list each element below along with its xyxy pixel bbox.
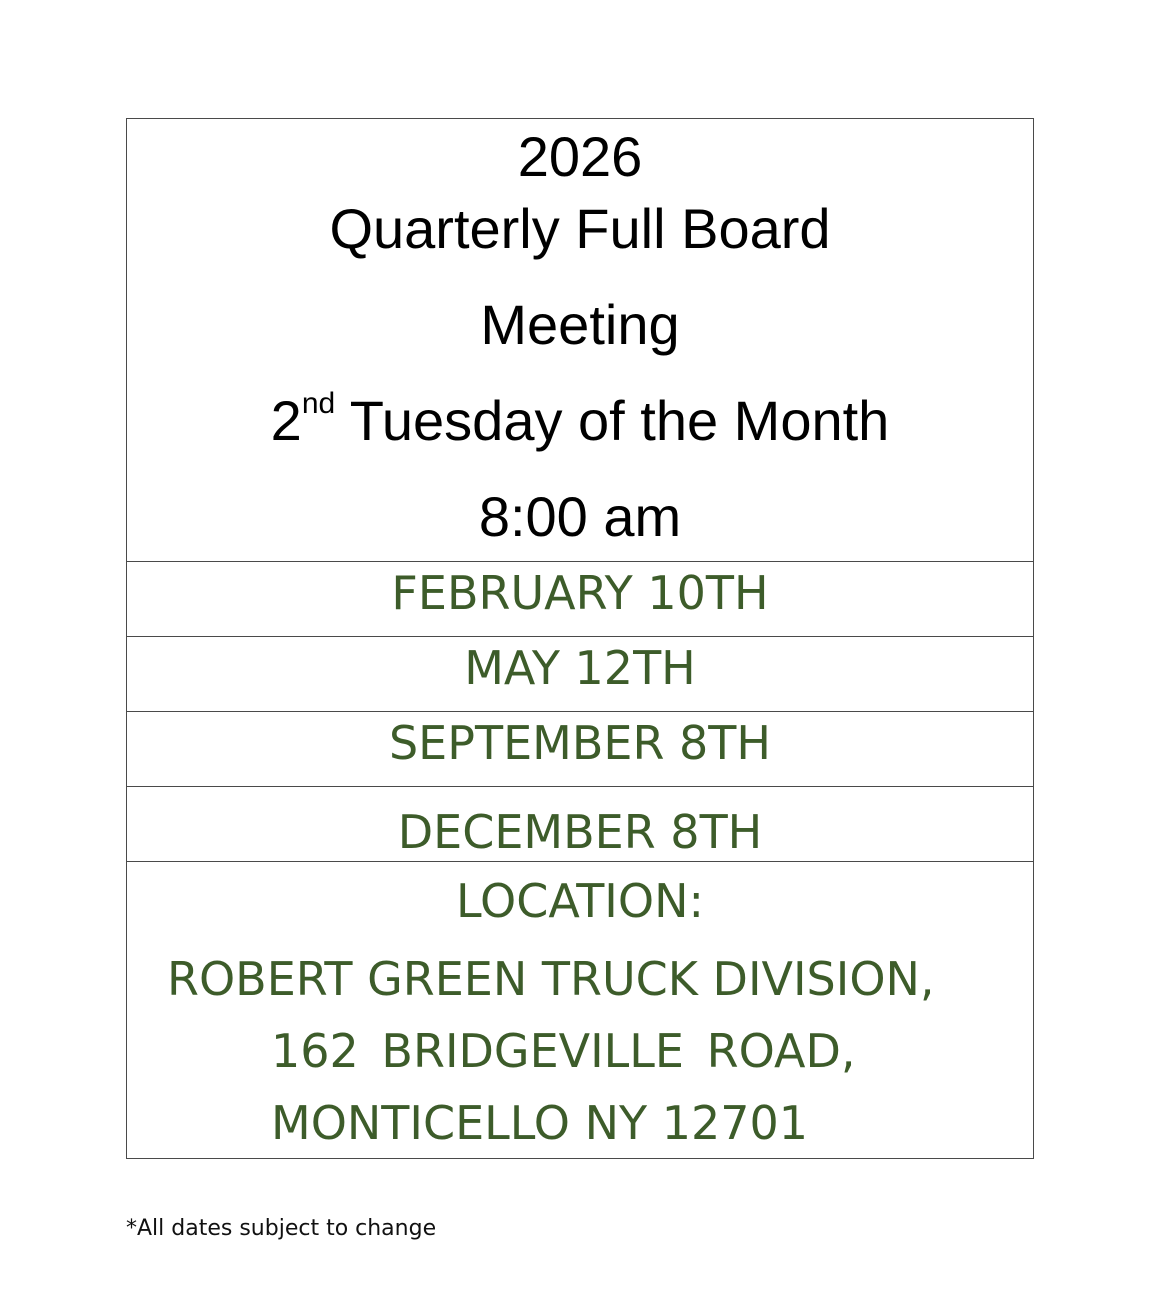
meeting-schedule-table	[126, 118, 1034, 1159]
meeting-date: SEPTEMBER 8TH	[388, 716, 771, 770]
schedule-title-line-2: Meeting	[480, 293, 680, 356]
location-street: 162 BRIDGEVILLE ROAD,	[271, 1024, 856, 1078]
meeting-date: MAY 12TH	[464, 641, 696, 695]
location-city: MONTICELLO NY 12701	[271, 1096, 809, 1150]
location-name: ROBERT GREEN TRUCK DIVISION,	[167, 952, 935, 1006]
meeting-time: 8:00 am	[478, 485, 682, 548]
schedule-title-line-1: Quarterly Full Board	[329, 197, 831, 260]
date-row-december	[127, 787, 1033, 862]
ordinal-suffix: nd	[301, 387, 336, 420]
meeting-day-rule	[127, 387, 1033, 452]
date-row-february	[127, 562, 1033, 637]
ordinal-rest: Tuesday of the Month	[349, 389, 890, 452]
schedule-year: 2026	[517, 125, 643, 188]
schedule-header	[127, 119, 1033, 562]
date-row-september	[127, 712, 1033, 787]
location-label: LOCATION:	[456, 874, 704, 928]
location-cell	[127, 862, 1033, 1158]
ordinal-number: 2	[270, 389, 302, 452]
date-row-may	[127, 637, 1033, 712]
meeting-date: DECEMBER 8TH	[397, 805, 763, 859]
meeting-date: FEBRUARY 10TH	[391, 566, 769, 620]
dates-disclaimer: *All dates subject to change	[126, 1216, 437, 1241]
